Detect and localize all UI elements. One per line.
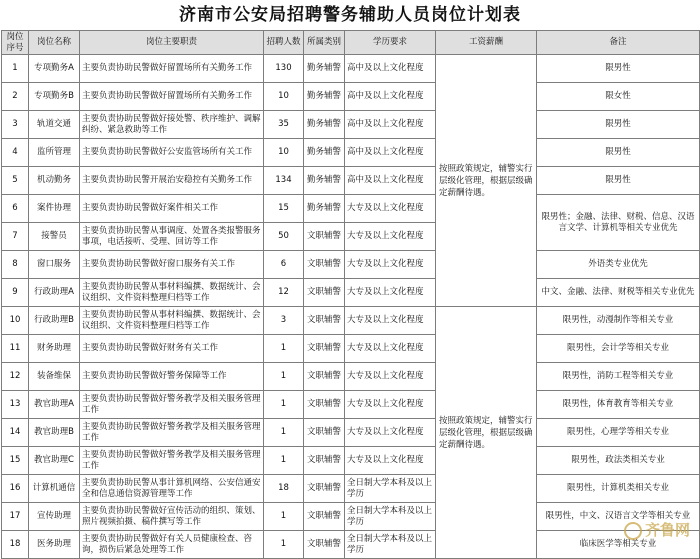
cell-duty: 主要负责协助民警做好警务教学及相关服务管理工作 (80, 391, 264, 419)
cell-count: 6 (264, 251, 304, 279)
cell-education: 全日制大学本科及以上学历 (345, 503, 436, 531)
cell-no: 5 (2, 167, 29, 195)
cell-note: 限男性，计算机类相关专业 (537, 475, 700, 503)
cell-category: 文职辅警 (304, 223, 345, 251)
cell-category: 文职辅警 (304, 279, 345, 307)
cell-duty: 主要负责协助民警做好接处警、秩序维护、调解纠纷、紧急救助等工作 (80, 111, 264, 139)
cell-note: 限男性，中文、汉语言文学等相关专业 (537, 503, 700, 531)
table-row (2, 419, 700, 447)
cell-name: 教官助理B (29, 419, 80, 447)
cell-count: 1 (264, 531, 304, 559)
cell-note: 限男性，会计学等相关专业 (537, 335, 700, 363)
cell-duty: 主要负责协助民警做好有关人员健康检查、咨询，损伤后紧急处理等工作 (80, 531, 264, 559)
table-row (2, 139, 700, 167)
cell-count: 3 (264, 307, 304, 335)
cell-education: 高中及以上文化程度 (345, 55, 436, 83)
cell-no: 8 (2, 251, 29, 279)
cell-name: 医务助理 (29, 531, 80, 559)
table-row (2, 335, 700, 363)
cell-count: 18 (264, 475, 304, 503)
cell-note: 限男性 (537, 139, 700, 167)
cell-category: 文职辅警 (304, 363, 345, 391)
cell-duty: 主要负责协助民警做好警务教学及相关服务管理工作 (80, 447, 264, 475)
cell-duty: 主要负责协助民警做好警务保障等工作 (80, 363, 264, 391)
table-row (2, 391, 700, 419)
cell-education: 大专及以上文化程度 (345, 391, 436, 419)
cell-duty: 主要负责协助民警开展治安稳控有关勤务工作 (80, 167, 264, 195)
cell-no: 6 (2, 195, 29, 223)
cell-name: 接警员 (29, 223, 80, 251)
cell-count: 15 (264, 195, 304, 223)
table-row (2, 307, 700, 335)
cell-category: 文职辅警 (304, 531, 345, 559)
cell-count: 1 (264, 335, 304, 363)
cell-education: 高中及以上文化程度 (345, 167, 436, 195)
watermark-text: 齐鲁网 (644, 521, 690, 539)
cell-duty: 主要负责协助民警做好公安监管场所有关工作 (80, 139, 264, 167)
watermark (624, 519, 690, 540)
cell-no: 1 (2, 55, 29, 83)
cell-name: 轨道交通 (29, 111, 80, 139)
cell-no: 3 (2, 111, 29, 139)
cell-no: 4 (2, 139, 29, 167)
cell-duty: 主要负责协助民警做好窗口服务有关工作 (80, 251, 264, 279)
header-name: 岗位名称 (29, 31, 80, 55)
table-row (2, 363, 700, 391)
table-row (2, 279, 700, 307)
cell-name: 机动勤务 (29, 167, 80, 195)
header-education: 学历要求 (345, 31, 436, 55)
watermark-logo-icon (624, 522, 642, 540)
cell-note: 限男性 (537, 55, 700, 83)
cell-note: 限男性 (537, 111, 700, 139)
cell-name: 监所管理 (29, 139, 80, 167)
header-note: 备注 (537, 31, 700, 55)
cell-no: 9 (2, 279, 29, 307)
cell-category: 文职辅警 (304, 503, 345, 531)
cell-wage: 按照政策规定，辅警实行层级化管理，根据层级确定薪酬待遇。 (436, 307, 537, 559)
cell-education: 大专及以上文化程度 (345, 447, 436, 475)
cell-category: 文职辅警 (304, 251, 345, 279)
cell-no: 17 (2, 503, 29, 531)
cell-category: 勤务辅警 (304, 111, 345, 139)
cell-education: 大专及以上文化程度 (345, 307, 436, 335)
cell-count: 1 (264, 419, 304, 447)
cell-duty: 主要负责协助民警从事调度、处置各类报警服务事项，电话接听、受理、回访等工作 (80, 223, 264, 251)
cell-category: 文职辅警 (304, 419, 345, 447)
cell-education: 全日制大学本科及以上学历 (345, 531, 436, 559)
cell-education: 大专及以上文化程度 (345, 363, 436, 391)
cell-count: 1 (264, 391, 304, 419)
table-row (2, 503, 700, 531)
cell-category: 文职辅警 (304, 307, 345, 335)
cell-note: 中文、金融、法律、财税等相关专业优先 (537, 279, 700, 307)
cell-count: 10 (264, 139, 304, 167)
page-title: 济南市公安局招聘警务辅助人员岗位计划表 (179, 5, 521, 25)
table-row (2, 83, 700, 111)
cell-education: 大专及以上文化程度 (345, 279, 436, 307)
cell-count: 130 (264, 55, 304, 83)
cell-no: 13 (2, 391, 29, 419)
cell-count: 50 (264, 223, 304, 251)
header-category: 所属类别 (304, 31, 345, 55)
cell-name: 装备维保 (29, 363, 80, 391)
cell-duty: 主要负责协助民警做好留置场所有关勤务工作 (80, 83, 264, 111)
table-row (2, 447, 700, 475)
cell-name: 宣传助理 (29, 503, 80, 531)
cell-category: 文职辅警 (304, 391, 345, 419)
cell-note: 限男性，动漫制作等相关专业 (537, 307, 700, 335)
cell-education: 高中及以上文化程度 (345, 83, 436, 111)
cell-no: 16 (2, 475, 29, 503)
cell-category: 勤务辅警 (304, 83, 345, 111)
cell-count: 1 (264, 363, 304, 391)
cell-education: 大专及以上文化程度 (345, 223, 436, 251)
cell-count: 10 (264, 83, 304, 111)
cell-count: 12 (264, 279, 304, 307)
cell-duty: 主要负责协助民警做好警务教学及相关服务管理工作 (80, 419, 264, 447)
header-wage: 工资薪酬 (436, 31, 537, 55)
cell-no: 14 (2, 419, 29, 447)
cell-note: 限男性，消防工程等相关专业 (537, 363, 700, 391)
cell-education: 大专及以上文化程度 (345, 419, 436, 447)
cell-no: 15 (2, 447, 29, 475)
cell-education: 大专及以上文化程度 (345, 251, 436, 279)
table-row (2, 55, 700, 83)
cell-name: 计算机通信 (29, 475, 80, 503)
cell-education: 全日制大学本科及以上学历 (345, 475, 436, 503)
table-body (2, 55, 700, 559)
cell-no: 18 (2, 531, 29, 559)
cell-category: 勤务辅警 (304, 195, 345, 223)
cell-count: 134 (264, 167, 304, 195)
cell-name: 专项勤务B (29, 83, 80, 111)
cell-category: 勤务辅警 (304, 139, 345, 167)
cell-note: 临床医学等相关专业 (537, 531, 700, 559)
cell-duty: 主要负责协助民警做好留置场所有关勤务工作 (80, 55, 264, 83)
cell-name: 教官助理A (29, 391, 80, 419)
header-count: 招聘人数 (264, 31, 304, 55)
cell-no: 7 (2, 223, 29, 251)
cell-duty: 主要负责协助民警做好财务有关工作 (80, 335, 264, 363)
cell-no: 11 (2, 335, 29, 363)
cell-count: 35 (264, 111, 304, 139)
table-row (2, 475, 700, 503)
cell-education: 高中及以上文化程度 (345, 139, 436, 167)
table-row (2, 195, 700, 223)
cell-note: 限男性，政法类相关专业 (537, 447, 700, 475)
cell-category: 勤务辅警 (304, 167, 345, 195)
cell-duty: 主要负责协助民警做好案件相关工作 (80, 195, 264, 223)
cell-count: 1 (264, 447, 304, 475)
cell-note: 限女性 (537, 83, 700, 111)
table-row (2, 167, 700, 195)
table-row (2, 251, 700, 279)
cell-name: 教官助理C (29, 447, 80, 475)
cell-note: 外语类专业优先 (537, 251, 700, 279)
cell-name: 行政助理B (29, 307, 80, 335)
table-header-row (2, 31, 700, 55)
cell-count: 1 (264, 503, 304, 531)
table-row (2, 111, 700, 139)
cell-category: 文职辅警 (304, 447, 345, 475)
cell-category: 文职辅警 (304, 335, 345, 363)
cell-wage: 按照政策规定，辅警实行层级化管理，根据层级确定薪酬待遇。 (436, 55, 537, 307)
table-row (2, 531, 700, 559)
cell-category: 文职辅警 (304, 475, 345, 503)
cell-name: 财务助理 (29, 335, 80, 363)
cell-note: 限男性 (537, 167, 700, 195)
cell-no: 12 (2, 363, 29, 391)
cell-name: 行政助理A (29, 279, 80, 307)
cell-name: 专项勤务A (29, 55, 80, 83)
cell-note: 限男性；金融、法律、财税、信息、汉语言文学、计算机等相关专业优先 (537, 195, 700, 251)
cell-category: 勤务辅警 (304, 55, 345, 83)
recruitment-plan-table (1, 30, 700, 559)
cell-name: 窗口服务 (29, 251, 80, 279)
cell-note: 限男性，体育教育等相关专业 (537, 391, 700, 419)
header-duty: 岗位主要职责 (80, 31, 264, 55)
cell-education: 高中及以上文化程度 (345, 111, 436, 139)
cell-note: 限男性，心理学等相关专业 (537, 419, 700, 447)
cell-duty: 主要负责协助民警从事材料编撰、数据统计、会议组织、文件资料整理归档等工作 (80, 279, 264, 307)
cell-duty: 主要负责协助民警从事计算机网络、公安信通安全和信息通信资源管理等工作 (80, 475, 264, 503)
cell-name: 案件协理 (29, 195, 80, 223)
cell-no: 2 (2, 83, 29, 111)
header-no: 岗位序号 (2, 31, 29, 55)
cell-duty: 主要负责协助民警做好宣传活动的组织、策划、照片视频拍摄、稿件撰写等工作 (80, 503, 264, 531)
cell-duty: 主要负责协助民警从事材料编撰、数据统计、会议组织、文件资料整理归档等工作 (80, 307, 264, 335)
cell-education: 大专及以上文化程度 (345, 335, 436, 363)
cell-education: 大专及以上文化程度 (345, 195, 436, 223)
cell-no: 10 (2, 307, 29, 335)
